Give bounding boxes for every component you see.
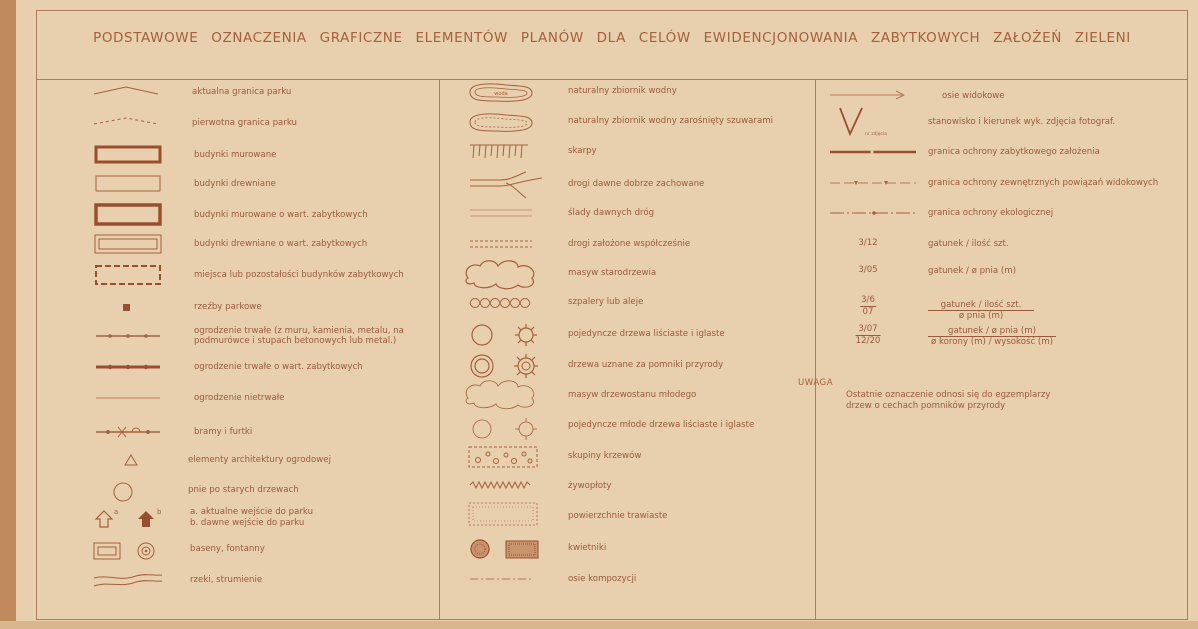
label-composition-axes: osie kompozycji bbox=[568, 574, 637, 584]
label-hedges: żywopłoty bbox=[568, 481, 612, 491]
current-park-boundary-icon bbox=[92, 84, 162, 98]
label-permanent-fence: ogrodzenie trwałe (z muru, kamienia, metalu, na podmurówce i stupach betonowych lub metal.) bbox=[194, 326, 404, 346]
pool-fountain-icon bbox=[92, 540, 162, 562]
label-young-stand: masyw drzewostanu młodego bbox=[568, 390, 697, 400]
label-old-tree-stumps: pnie po starych drzewach bbox=[188, 485, 299, 495]
slope-icon bbox=[466, 142, 536, 162]
external-view-boundary-icon bbox=[828, 178, 920, 188]
label-garden-architecture: elementy architektury ogrodowej bbox=[188, 455, 331, 465]
fence-icon bbox=[94, 330, 164, 342]
photo-station-icon bbox=[836, 104, 896, 140]
historic-masonry-building-icon bbox=[94, 203, 164, 227]
entrance-mark-b: b bbox=[157, 508, 162, 516]
fraction-3-numerator: 3/6 bbox=[861, 295, 875, 305]
note-heading: UWAGA bbox=[798, 378, 834, 388]
wooden-building-icon bbox=[94, 174, 164, 194]
sculpture-icon bbox=[121, 302, 133, 314]
old-stand-icon bbox=[462, 258, 540, 290]
label-lawns: powierzchnie trawiaste bbox=[568, 511, 668, 521]
hedgerow-icon bbox=[466, 294, 536, 312]
label-3-numerator: gatunek / ilość szt. bbox=[928, 300, 1034, 311]
masonry-building-icon bbox=[94, 145, 164, 165]
old-roads-icon bbox=[466, 170, 546, 200]
ecological-boundary-icon bbox=[828, 208, 920, 218]
label-photo-station: stanowisko i kierunek wyk. zdjęcia fotograf. bbox=[928, 117, 1116, 127]
label-tree-dimensions bbox=[928, 326, 1056, 347]
label-species-count: gatunek / ilość szt. bbox=[928, 239, 1009, 249]
paper-edge-bottom bbox=[0, 621, 1198, 629]
label-protection-boundary: granica ochrony zabytkowego założenia bbox=[928, 147, 1100, 157]
flowerbed-icon bbox=[466, 538, 546, 560]
historic-fence-icon bbox=[94, 361, 164, 373]
label-hedgerows: szpalery lub aleje bbox=[568, 297, 644, 307]
original-park-boundary-icon bbox=[92, 114, 162, 128]
fraction-species-count-trunk bbox=[860, 295, 876, 318]
label-old-stand: masyw starodrzewia bbox=[568, 268, 657, 278]
label-gates: bramy i furtki bbox=[194, 427, 253, 437]
label-shrub-groups: skupiny krzewów bbox=[568, 451, 642, 461]
single-trees-icon bbox=[470, 322, 540, 348]
protection-boundary-icon bbox=[828, 147, 920, 157]
overgrown-reservoir-icon bbox=[466, 110, 536, 136]
label-original-park-boundary: pierwotna granica parku bbox=[192, 118, 297, 128]
nature-monument-icon bbox=[470, 352, 540, 380]
paper-edge-left bbox=[0, 0, 16, 629]
fraction-species-count bbox=[858, 238, 877, 249]
fraction-4-denominator: 12/20 bbox=[855, 336, 881, 346]
label-species-count-trunk bbox=[928, 300, 1034, 321]
label-4-numerator: gatunek / ø pnia (m) bbox=[928, 326, 1056, 337]
label-natural-reservoir: naturalny zbiornik wodny bbox=[568, 86, 677, 96]
photo-station-inner: nr zdjęcia bbox=[865, 132, 887, 137]
label-slopes: skarpy bbox=[568, 146, 597, 156]
temporary-fence-icon bbox=[94, 392, 164, 404]
river-icon bbox=[92, 570, 164, 592]
new-roads-icon bbox=[466, 236, 536, 252]
note-text: Ostatnie oznaczenie odnosi się do egzemplarzy drzew o cechach pomników przyrody bbox=[846, 390, 1051, 411]
fraction-4-numerator: 3/07 bbox=[856, 324, 881, 336]
fraction-species-trunk-value: 3/05 bbox=[858, 265, 878, 275]
label-external-view-boundary: granica ochrony zewnętrznych powiązań widokowych bbox=[928, 178, 1159, 188]
label-park-sculptures: rzeźby parkowe bbox=[194, 302, 262, 312]
hedge-icon bbox=[466, 480, 536, 490]
fraction-3-denominator: 07 bbox=[862, 307, 874, 317]
historic-wooden-building-icon bbox=[94, 234, 164, 256]
legend-title: PODSTAWOWE OZNACZENIA GRAFICZNE ELEMENTÓW PLANÓW DLA CELÓW EWIDENCJONOWANIA ZABYTKOWYCH ZAŁOŻEŃ ZIELENI bbox=[93, 30, 1131, 46]
label-nature-monuments: drzewa uznane za pomniki przyrody bbox=[568, 360, 724, 370]
label-single-trees: pojedyncze drzewa liściaste i iglaste bbox=[568, 329, 725, 339]
label-former-entrance: b. dawne wejście do parku bbox=[190, 518, 305, 528]
label-view-axes: osie widokowe bbox=[942, 91, 1005, 101]
label-4-denominator: ø korony (m) / wysokość (m) bbox=[930, 337, 1053, 347]
label-rivers-streams: rzeki, strumienie bbox=[190, 575, 263, 585]
label-historic-fence: ogrodzenie trwałe o wart. zabytkowych bbox=[194, 362, 363, 372]
shrub-groups-icon bbox=[466, 444, 542, 470]
road-traces-icon bbox=[466, 205, 536, 221]
label-ecological-boundary: granica ochrony ekologicznej bbox=[928, 208, 1054, 218]
young-stand-icon bbox=[462, 378, 540, 412]
title-divider bbox=[37, 79, 1187, 80]
label-masonry-buildings: budynki murowane bbox=[194, 150, 277, 160]
column-divider-1 bbox=[439, 79, 440, 619]
label-current-entrance: a. aktualne wejście do parku bbox=[190, 507, 314, 517]
entrance-arrows-icon bbox=[94, 508, 164, 530]
gates-icon bbox=[94, 424, 164, 440]
fraction-species-trunk bbox=[858, 265, 877, 276]
label-flowerbeds: kwietniki bbox=[568, 543, 607, 553]
building-remains-icon bbox=[94, 264, 164, 288]
label-overgrown-reservoir: naturalny zbiornik wodny zarośnięty szuwarami bbox=[568, 116, 773, 126]
label-young-trees: pojedyncze młode drzewa liściaste i iglaste bbox=[568, 420, 755, 430]
label-species-trunk: gatunek / ø pnia (m) bbox=[928, 266, 1016, 276]
composition-axis-icon bbox=[466, 574, 536, 584]
water-reservoir-inner: woda bbox=[494, 91, 508, 97]
view-axis-icon bbox=[828, 88, 908, 102]
lawn-icon bbox=[466, 500, 542, 528]
fraction-tree-dimensions bbox=[856, 324, 881, 347]
label-road-traces: ślady dawnych dróg bbox=[568, 208, 655, 218]
label-new-roads: drogi założone współcześnie bbox=[568, 239, 691, 249]
label-temporary-fence: ogrodzenie nietrwałe bbox=[194, 393, 285, 403]
label-historic-wooden-buildings: budynki drewniane o wart. zabytkowych bbox=[194, 239, 368, 249]
triangle-icon bbox=[124, 453, 140, 467]
young-trees-icon bbox=[470, 416, 540, 442]
label-old-roads: drogi dawne dobrze zachowane bbox=[568, 179, 705, 189]
circle-icon bbox=[112, 481, 134, 503]
fraction-species-count-value: 3/12 bbox=[858, 238, 878, 248]
label-building-remains: miejsca lub pozostałości budynków zabytkowych bbox=[194, 270, 404, 280]
label-current-park-boundary: aktualna granica parku bbox=[192, 87, 292, 97]
label-historic-masonry-buildings: budynki murowane o wart. zabytkowych bbox=[194, 210, 368, 220]
column-divider-2 bbox=[815, 79, 816, 619]
label-pools-fountains: baseny, fontanny bbox=[190, 544, 265, 554]
water-reservoir-icon bbox=[466, 80, 536, 106]
label-3-denominator: ø pnia (m) bbox=[958, 311, 1004, 321]
entrance-mark-a: a bbox=[114, 508, 119, 516]
label-wooden-buildings: budynki drewniane bbox=[194, 179, 276, 189]
